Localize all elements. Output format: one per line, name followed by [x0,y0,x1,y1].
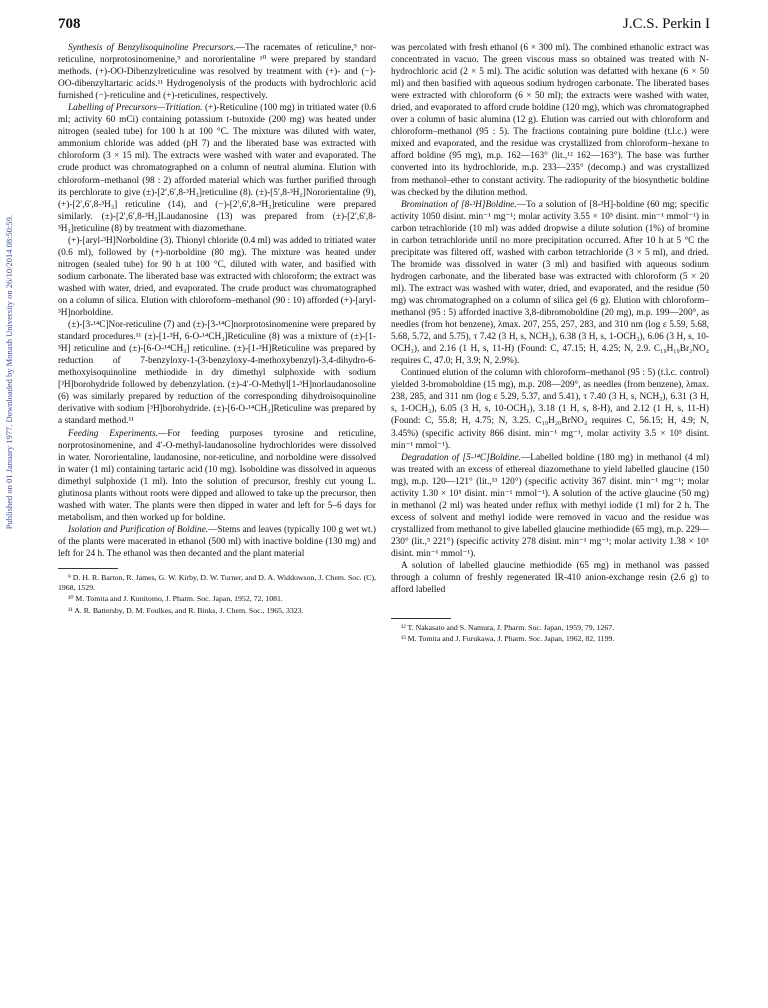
page-header [58,16,710,38]
right-column [391,42,709,646]
footnote-rule [58,568,118,569]
footnote: ¹⁰ M. Tomita and J. Kunitomo, J. Pharm. Soc. Japan, 1952, 72, 1081. [68,594,283,604]
paragraph-text: (+)-[aryl-³H]Norboldine (3). Thionyl chloride (0.4 ml) was added to tritiated water (0.6 ml), followed by (+)-norboldine (80 mg). The mixture was heated under nitrogen (sealed tube) for 90 h at 100 °C, diluted with water, and basified with sodium carbonate. The liberated base was extracted with chloroform; the extract was washed with water, dried, and evaporated. The crude product was chromatographed on a column of silica. Elution with chloroform–methanol (90 : 10) afforded (+)-[aryl-³H]norboldine. [58,235,376,319]
paragraph-text: (+)-Reticuline (100 mg) in tritiated water (0.6 ml; activity 60 mCi) containing potassium t-butoxide (200 mg) was heated under nitrogen (sealed tube) for 100 h at 100 °C. The mixture was diluted with water, ammonium chloride was added (pH 7) and the liberated base was extracted with chloroform (3 × 15 ml). The extracts were washed with water and evaporated. The crude product was chromatographed on a column of neutral alumina. Elution with chloroform–methanol (98 : 2) afforded material which was further purified through its perchlorate to give (±)-[2′,6′,8-³H₃]reticuline (8). (±)-[5′,8-³H₂]Nororientaline (9), (+)-[2′,6′,8-³H₃] reticuline (14), and (−)-[2′,6′,8-³H₃]reticuline were prepared similarly. (±)-[2′,6′,8-³H₃]Laudanosine (13) was prepared from (±)-[2′,6′,8-³H₃]reticuline (8) by treatment with diazomethane. [58,103,376,234]
paragraph [58,42,376,102]
paragraph [391,199,709,368]
paragraph [391,367,709,451]
paragraph [391,452,709,560]
paragraph-text: was percolated with fresh ethanol (6 × 300 ml). The combined ethanolic extract was concentrated in vacuo. The green viscous mass so obtained was treated with N-hydrochloric acid (2 × 5 ml). The acidic solution was defatted with hexane (6 × 50 ml) and then basified with aqueous sodium hydrogen carbonate. The liberated bases were extracted with chloroform (6 × 50 ml); the extracts were washed with water, dried, and evaporated to afford crude boldine (120 mg), which was chromatographed over a column of basic alumina (12 g). Elution was carried out with chloroform and chloroform–methanol (95 : 5). The fractions containing pure boldine (t.l.c.) were mixed and evaporated, and the residue was crystallized from chloroform–hexane to afford boldine (95 mg), m.p. 162—163° (lit.,¹² 162—163°). The base was further converted into its hydrochloride, m.p. 233—235° (decomp.) and was crystallized from methanol–ether to constant activity. The radiopurity of the biosynthetic boldine was checked by the dilution method. [391,43,709,198]
right-footnotes [391,623,709,644]
paragraph-text: —Labelled boldine (180 mg) in methanol (4 ml) was treated with an excess of ethereal diazomethane to yield labelled glaucine (150 mg), m.p. 120—121° (lit.,¹³ 120°) (specific activity 367 disint. min⁻¹ mg⁻¹; molar activity 1.30 × 10⁵ disint. min⁻¹ mmol⁻¹). A solution of the active glaucine (50 mg) in methanol (2 ml) was heated under reflux with methyl iodide (1 ml) for 2 h. The excess of solvent and methyl iodide were removed in vacuo and the residue was crystallized from methanol to give labelled glaucine methiodide (65 mg), m.p. 229—230° (lit.,⁵ 221°) (specific activity 278 disint. min⁻¹ mg⁻¹; molar activity 1.38 × 10⁵ disint. min⁻¹ mmol⁻¹). [391,452,709,559]
paragraph-text: —The racemates of reticuline,⁹ nor-reticuline, norprotosinomenine,⁹ and nororientaline ¹⁰ were prepared by standard methods. (+)-OO-Dibenzylreticuline was resolved by treatment with (+)- and (−)-OO-dibenzyltartaric acids.¹¹ Hydrogenolysis of the products with hydrochloric acid furnished (−)-reticuline and (+)-reticulines, respectively. [58,43,376,102]
publication-note[interactable]: Published on 01 January 1977. Downloaded by Monash University on 26/10/2014 08:50:59. [4,215,14,530]
section-lead: Isolation and Purification of Boldine. [68,524,209,535]
footnote: ⁹ D. H. R. Barton, R. James, G. W. Kirby, D. W. Turner, and D. A. Widdowson, J. Chem. Soc. (C), 1968, 1529. [58,573,376,593]
paragraph [58,319,376,427]
section-lead: Synthesis of Benzylisoquinoline Precursors. [68,43,236,53]
paragraph [391,42,709,199]
paragraph [58,102,376,235]
paragraph [58,524,376,560]
paragraph-text: —For feeding purposes tyrosine and reticuline, norprotosinomenine, and 4′-O-methyl-laudanosoline hydrochlorides were dissolved in water. Nororientaline, laudanosine, nor-reticuline, and norboldine were dissolved in water (1 ml) containing tartaric acid (10 mg). Isoboldine was dissolved in aqueous dimethyl sulphoxide (1 ml). Into the solution of precursor, freshly cut young L. glutinosa plants without roots were dipped and allowed to take up the precursor, then washed with water. The plants were then dipped in water and left for 5–6 days for metabolism, and then worked up for boldine. [58,428,376,523]
footnote-rule [391,618,451,619]
paragraph-text: (±)-[3-¹⁴C]Nor-reticuline (7) and (±)-[3-¹⁴C]norprotosinomenine were prepared by standard procedures.¹¹ (±)-[1-³H, 6-O-¹⁴CH₃]Reticuline (8) was a mixture of (±)-[1-³H] reticuline and (±)-[6-O-¹⁴CH₃] reticuline. (±)-[1-³H]Reticuline was prepared by reduction of 7-benzyloxy-1-(3-benzyloxy-4-methoxybenzyl)-3,4-dihydro-6-methoxyisoquinoline methiodide in dry dimethyl sulphoxide with sodium [³H]borohydride followed by debenzylation. (±)-4′-O-Methyl[1-³H]norlaudanosoline (6) was similarly prepared by reduction of the corresponding dihydroisoquinoline derivative with sodium [³H]borohydride. (±)-[6-O-¹⁴CH₃]Reticuline was prepared by a standard method.¹¹ [58,320,376,427]
section-lead: Bromination of [8-³H]Boldine. [401,199,517,210]
journal-title: J.C.S. Perkin I [622,16,710,32]
left-column [58,42,376,617]
footnote: ¹¹ A. R. Battersby, D. M. Foulkes, and R. Binks, J. Chem. Soc., 1965, 3323. [68,605,304,615]
section-lead: Degradation of [5-¹⁴C]Boldine. [401,452,521,463]
page-number: 708 [58,16,81,32]
paragraph [58,428,376,524]
paragraph [391,560,709,596]
section-lead: Labelling of Precursors—Tritiation. [68,103,203,114]
paragraph-text: —To a solution of [8-³H]-boldine (60 mg; specific activity 1050 disint. min⁻¹ mg⁻¹; molar activity 3.55 × 10⁵ disint. min⁻¹ mmol⁻¹) in carbon tetrachloride (10 ml) was added dropwise a dilute solution (1%) of bromine in carbon tetrachloride until no more precipitation occurred. After 10 h at 5 °C the precipitate was filtered off, washed with carbon tetrachloride (3 × 5 ml), and dried. The bromide was dissolved in water (3 ml) and basified with aqueous sodium hydrogen carbonate, and the liberated base was extracted with chloroform (5 × 20 ml). The extract was washed with water, dried, and evaporated, and the residue (50 mg) was chromatographed on a column of silica gel (6 g). Elution with chloroform–methanol (95 : 5) afforded inactive 3,8-dibromoboldine (20 mg), m.p. 199—200°, as needles (from hot benzene), λmax. 207, 255, 257, 283, and 310 nm (log ε 5.59, 5.68, 5.68, 5.72, and 5.75), τ 7.42 (3 H, s, NCH₃), 6.38 (3 H, s, 1-OCH₃), 6.06 (3 H, s, 10-OCH₃), and 2.16 (1 H, s, 11-H) (Found: C, 47.15; H, 4.25; N, 2.9. C₁₉H₁₉Br₂NO₄ requires C, 47.0; H, 3.9; N, 2.9%). [391,199,709,367]
paragraph-text: Continued elution of the column with chloroform–methanol (95 : 5) (t.l.c. control) yielded 3-bromoboldine (15 mg), m.p. 208—209°, as needles (from benzene), λmax. 238, 285, and 311 nm (log ε 5.29, 5.37, and 5.41), τ 7.40 (3 H, s, NCH₃), 6.31 (3 H, s, 1-OCH₃), 6.05 (3 H, s, 10-OCH₃), 3.18 (1 H, s, 8-H), and 2.12 (1 H, s, 11-H) (Found: C, 55.8; H, 4.75; N, 3.25. C₁₉H₂₀BrNO₄ requires C, 56.15; H, 4.9; N, 3.45%) (specific activity 866 disint. min⁻¹ mg⁻¹, molar activity 3.5 × 10⁵ disint. min⁻¹ mmol⁻¹). [391,368,709,451]
footnote: ¹³ M. Tomita and J. Furukawa, J. Pharm. Soc. Japan, 1962, 82, 1199. [401,634,615,644]
right-paragraphs [391,42,709,596]
paragraph [58,235,376,319]
publication-sidebar [4,215,20,715]
footnote: ¹² T. Nakasato and S. Namura, J. Pharm. Soc. Japan, 1959, 79, 1267. [401,623,615,633]
section-lead: Feeding Experiments. [68,428,159,439]
paragraph-text: A solution of labelled glaucine methiodide (65 mg) in methanol was passed through a column of freshly regenerated IR-410 anion-exchange resin (2.6 g) to afford labelled [391,561,709,596]
left-footnotes [58,573,376,616]
paragraph-text: —Stems and leaves (typically 100 g wet wt.) of the plants were macerated in ethanol (500 ml) with inactive boldine (130 mg) and left for 24 h. The ethanol was then decanted and the plant material [58,524,376,559]
left-paragraphs [58,42,376,560]
